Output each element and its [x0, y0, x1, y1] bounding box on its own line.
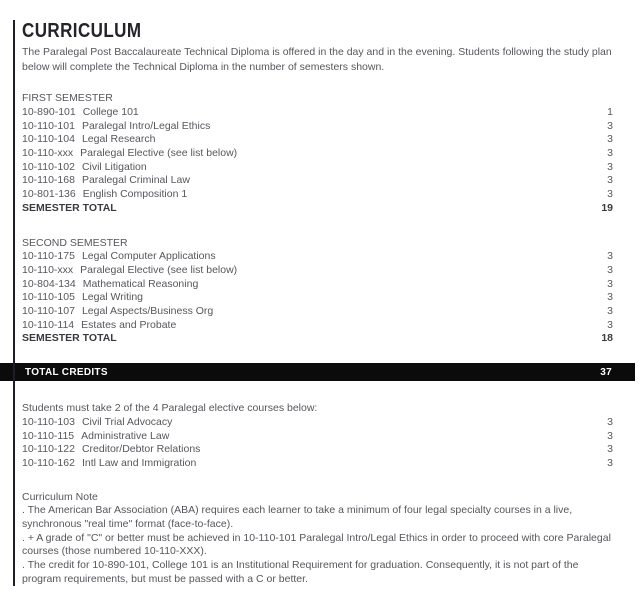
- course-row: [22, 278, 613, 292]
- course-credits: 3: [607, 443, 613, 456]
- course-title: Intl Law and Immigration: [81, 456, 197, 469]
- course-code: 10-110-175: [22, 250, 75, 263]
- course-title: Paralegal Intro/Legal Ethics: [81, 119, 211, 132]
- course-code: 10-110-101: [22, 119, 75, 132]
- semester-total-row: [22, 202, 613, 216]
- course-code: 10-110-115: [22, 429, 75, 442]
- curriculum-note-list: [22, 504, 613, 586]
- course-code: 10-110-102: [22, 160, 75, 173]
- semester-total-value: 18: [601, 332, 613, 345]
- course-row: [22, 264, 613, 278]
- course-row: [22, 133, 613, 147]
- intro-text: The Paralegal Post Baccalaureate Technical Diploma is offered in the day and in the evening. Students following the study plan below will complete the Technical Diploma in the number of semesters shown.: [22, 46, 612, 73]
- course-code: 10-110-xxx: [22, 263, 74, 276]
- semester-section: [22, 237, 613, 347]
- elective-course-list: [22, 416, 613, 471]
- note-item: . + A grade of "C" or better must be achieved in 10-110-101 Paralegal Intro/Legal Ethics in order to proceed with core Paralegal courses (those numbered 10-110-XXX).: [22, 531, 611, 558]
- course-credits: 3: [607, 147, 613, 159]
- total-credits-label: TOTAL CREDITS: [25, 366, 108, 378]
- course-list: [22, 250, 613, 332]
- course-title: Mathematical Reasoning: [82, 277, 199, 290]
- course-row: [22, 106, 613, 120]
- course-credits: 3: [607, 291, 613, 304]
- course-title: Creditor/Debtor Relations: [81, 443, 201, 456]
- electives-section: [22, 402, 613, 471]
- course-code: 10-110-107: [22, 305, 75, 318]
- course-title: Civil Trial Advocacy: [81, 415, 173, 428]
- course-code: 10-110-114: [22, 318, 75, 331]
- course-row: [22, 319, 613, 333]
- course-row: [22, 250, 613, 264]
- semester-section: [22, 92, 613, 215]
- semester-list: [22, 92, 613, 346]
- course-code: 10-110-104: [22, 133, 75, 146]
- course-row: [22, 147, 613, 161]
- course-title: Estates and Probate: [81, 318, 177, 331]
- course-code: 10-110-103: [22, 415, 75, 428]
- course-row: [22, 305, 613, 319]
- course-code: 10-804-134: [22, 277, 76, 290]
- course-code: 10-110-168: [22, 174, 75, 187]
- course-credits: 3: [607, 188, 613, 201]
- course-code: 10-110-122: [22, 443, 75, 456]
- course-code: 10-801-136: [22, 188, 76, 201]
- course-row: [22, 174, 613, 188]
- course-row: [22, 457, 613, 471]
- course-row: [22, 161, 613, 175]
- course-title: Paralegal Elective (see list below): [80, 263, 238, 276]
- semester-heading: SECOND SEMESTER: [22, 236, 128, 249]
- page-title: CURRICULUM: [22, 20, 142, 42]
- course-credits: 3: [607, 456, 613, 469]
- left-accent-line: [13, 20, 15, 586]
- course-title: Administrative Law: [81, 429, 170, 442]
- course-title: Civil Litigation: [81, 160, 147, 173]
- note-item: . The credit for 10-890-101, College 101 is an Institutional Requirement for graduation. Consequently, it is not part of the program requirements, but must be passed with a C or better.: [22, 559, 579, 585]
- course-credits: 3: [607, 133, 613, 146]
- course-title: Paralegal Elective (see list below): [80, 147, 238, 159]
- note-item: . The American Bar Association (ABA) requires each learner to take a minimum of four legal specialty courses in a live, synchronous "real time" format (face-to-face).: [22, 504, 573, 531]
- course-credits: 3: [607, 318, 613, 331]
- course-row: [22, 120, 613, 134]
- course-title: Legal Research: [81, 133, 156, 146]
- curriculum-notes-section: [22, 491, 613, 587]
- course-credits: 3: [607, 305, 613, 318]
- course-list: [22, 106, 613, 202]
- course-title: Legal Writing: [81, 291, 144, 304]
- course-credits: 3: [607, 250, 613, 263]
- course-title: English Composition 1: [82, 188, 188, 201]
- semester-total-label: SEMESTER TOTAL: [22, 332, 117, 345]
- course-credits: 3: [607, 429, 613, 442]
- course-code: 10-110-162: [22, 456, 75, 469]
- course-row: [22, 416, 613, 430]
- course-code: 10-110-xxx: [22, 147, 74, 159]
- course-title: Legal Computer Applications: [81, 250, 216, 263]
- electives-intro: Students must take 2 of the 4 Paralegal elective courses below:: [22, 402, 318, 415]
- course-title: Paralegal Criminal Law: [81, 174, 190, 187]
- course-credits: 3: [607, 415, 613, 428]
- course-credits: 3: [607, 160, 613, 173]
- course-credits: 3: [607, 263, 613, 276]
- total-credits-bar: [0, 363, 635, 381]
- semester-total-row: [22, 332, 613, 346]
- total-credits-value: 37: [600, 366, 612, 378]
- course-code: 10-110-105: [22, 291, 75, 304]
- semester-total-label: SEMESTER TOTAL: [22, 201, 117, 214]
- course-title: College 101: [82, 105, 139, 118]
- course-title: Legal Aspects/Business Org: [81, 305, 214, 318]
- course-row: [22, 291, 613, 305]
- course-code: 10-890-101: [22, 105, 76, 118]
- course-credits: 1: [607, 105, 613, 118]
- course-credits: 3: [607, 119, 613, 132]
- course-row: [22, 430, 613, 444]
- curriculum-note-heading: Curriculum Note: [22, 490, 98, 503]
- course-row: [22, 443, 613, 457]
- course-credits: 3: [607, 277, 613, 290]
- semester-heading: FIRST SEMESTER: [22, 92, 113, 105]
- course-credits: 3: [607, 174, 613, 187]
- semester-total-value: 19: [601, 201, 613, 214]
- course-row: [22, 188, 613, 202]
